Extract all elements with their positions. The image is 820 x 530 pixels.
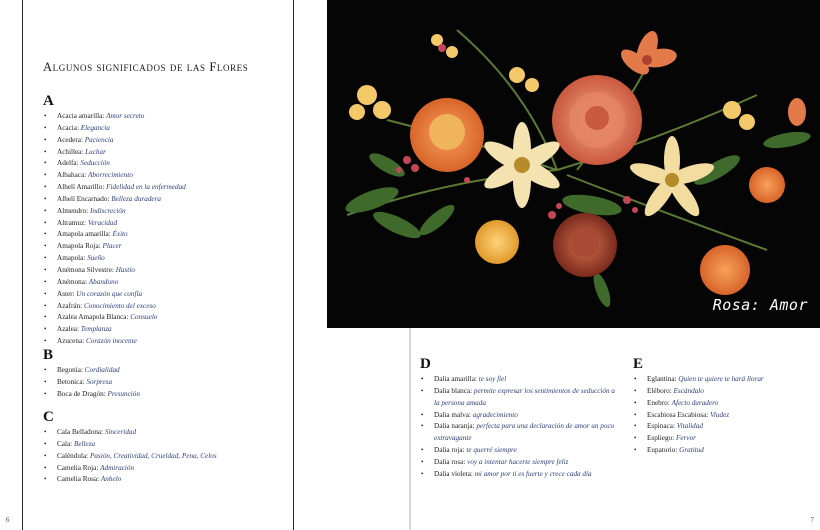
flower-name: Boca de Dragón: [57,389,106,398]
right-margin-line [293,0,294,530]
left-margin-line [22,0,23,530]
flower-name: Anémona: [57,277,87,286]
flower-entry [43,147,283,159]
flower-meaning: te querré siempre [466,446,517,455]
flower-meaning: Indiscreción [89,206,126,215]
flower-entry [43,324,283,336]
flower-meaning: Un corazón que confía [76,289,143,298]
flower-entry [420,386,620,410]
flower-entry [43,439,288,451]
flower-entry [43,135,283,147]
flower-name: Alhelí Encarnado: [57,194,110,203]
flower-meaning: te soy fiel [478,375,507,383]
section-d [420,356,620,481]
flower-name: Espinaca: [647,422,675,431]
flower-name: Alhelí Amarillo: [57,183,105,192]
flower-meaning: Hastío [115,265,135,274]
flower-entry [420,457,620,469]
flower-name: Dalia malva: [434,410,471,419]
flower-name: Eléboro: [647,386,672,395]
flower-meaning: Abandono [88,277,119,286]
flower-meaning: agradecimiento [472,410,518,419]
flower-entry [420,469,620,481]
flower-name: Cala: [57,439,73,448]
flower-entry [633,421,813,433]
flower-meaning: Fervor [675,434,696,443]
section-letter: B [43,347,54,363]
flower-entry [43,170,283,182]
flower-meaning: Aborrecimiento [87,171,133,180]
flower-entry [420,421,620,445]
section-a [43,93,283,348]
flower-entry [43,312,283,324]
flower-name: Albahaca: [57,171,87,180]
flower-name: Acacia: [57,123,79,132]
flower-name: Acedera: [57,135,83,144]
flower-name: Begonia: [57,366,83,374]
flower-entry [43,253,283,265]
flower-meaning: Belleza duradera [111,194,162,203]
flower-entry [43,158,283,170]
flower-name: Azafrán: [57,301,83,310]
flower-list [43,427,288,486]
flower-entry [43,463,288,475]
flower-list [43,365,283,401]
flower-name: Dalia blanca: [434,386,473,395]
flower-name: Anémona Silvestre: [57,265,114,274]
flower-meaning: Fidelidad en la enfermedad [106,183,186,192]
flower-meaning: Admiración [100,463,135,472]
flower-meaning: mi amor por ti es fuerte y crece cada día [474,469,592,478]
flower-entry [43,427,288,439]
flower-meaning: voy a intentar hacerte siempre feliz [467,457,569,466]
flower-meaning: Pasión, Creatividad, Crueldad, Pena, Celos [89,451,217,460]
flower-meaning: Éxito [112,230,128,239]
flower-meaning: Presunción [107,389,140,398]
flower-name: Dalia rosa: [434,457,466,466]
flower-meaning: Cordialidad [84,366,120,374]
flower-meaning: Luchar [85,147,106,156]
flower-meaning: Afecto duradero [671,398,719,407]
flower-name: Caléndula: [57,451,89,460]
flower-meaning: Paciencia [84,135,114,144]
flower-name: Adelfa: [57,159,79,168]
flower-meaning: Conocimiento del exceso [83,301,156,310]
flower-meaning: Sueño [87,254,105,263]
flower-meaning: Corazón inocente [85,337,137,346]
flower-entry [43,123,283,135]
section-letter: D [420,356,431,372]
flower-photo [327,0,820,328]
flower-meaning: Belleza [73,439,96,448]
flower-meaning: permite expresar los sentimientos de seducción a la persona amada [434,386,615,407]
flower-name: Camelia Rosa: [57,475,100,484]
flower-name: Azalea: [57,325,79,334]
flower-meaning: Anhelo [100,475,122,484]
flower-name: Escabiosa Escabiosa: [647,410,709,419]
flower-entry [43,377,283,389]
flower-entry [43,389,283,401]
flower-entry [633,445,813,457]
flower-entry [43,301,283,313]
flower-entry [420,410,620,422]
flower-meaning: Templanza [80,325,112,334]
flower-meaning: Elegancia [80,123,110,132]
flower-meaning: Gratitud [679,446,704,455]
section-letter: C [43,409,54,425]
page-title: Algunos significados de las Flores [43,60,249,74]
page-number-left: 6 [6,516,10,524]
flower-name: Eglantina: [647,375,677,383]
section-e [633,356,813,457]
flower-meaning: Escándalo [673,386,704,395]
flower-entry [633,410,813,422]
flower-entry [43,277,283,289]
flower-entry [43,218,283,230]
flower-name: Altramuz: [57,218,87,227]
flower-entry [43,474,288,486]
flower-meaning: Amor secreto [106,112,145,120]
flower-entry [43,111,283,123]
flower-name: Camelia Roja: [57,463,99,472]
flower-entry [633,374,813,386]
photo-caption: Rosa: Amor [712,296,808,314]
flower-name: Aster: [57,289,75,298]
section-letter: E [633,356,644,372]
flower-name: Dalia roja: [434,446,465,455]
flower-name: Achillea: [57,147,84,156]
flower-meaning: Veracidad [87,218,118,227]
flower-entry [420,374,620,386]
flower-entry [43,194,283,206]
flower-name: Eupatorio: [647,446,678,455]
flower-meaning: Viudez [710,410,730,419]
flower-name: Amapola Roja: [57,242,101,251]
flower-list [420,374,620,481]
flower-meaning: Consuelo [130,313,158,322]
flower-entry [43,229,283,241]
flower-bouquet-illustration [327,0,820,328]
page-number-right: 7 [810,516,814,524]
flower-entry [43,289,283,301]
flower-name: Dalia naranja: [434,422,475,431]
section-letter: A [43,93,54,109]
flower-list [43,111,283,348]
flower-entry [420,445,620,457]
flower-meaning: Sinceridad [104,428,137,436]
flower-name: Cala Belladona: [57,428,104,436]
flower-entry [43,265,283,277]
flower-entry [633,398,813,410]
flower-name: Azalea Amapola Blanca: [57,313,129,322]
flower-name: Dalia amarilla: [434,375,477,383]
flower-list [633,374,813,457]
flower-name: Azucena: [57,337,85,346]
flower-entry [43,182,283,194]
flower-name: Espliego: [647,434,675,443]
flower-entry [43,365,283,377]
section-c [43,409,288,486]
flower-meaning: Sorpresa [86,377,113,386]
flower-entry [633,433,813,445]
section-b [43,347,283,401]
flower-meaning: Seducción [80,159,110,168]
flower-name: Enebro: [647,398,670,407]
flower-entry [43,206,283,218]
flower-meaning: Placer [102,242,122,251]
flower-name: Acacia amarilla: [57,112,105,120]
flower-name: Amapola amarilla: [57,230,111,239]
flower-entry [633,386,813,398]
flower-name: Almendro: [57,206,89,215]
flower-entry [43,451,288,463]
flower-meaning: Quien te quiere te hará llorar [678,375,764,383]
flower-entry [43,241,283,253]
flower-name: Amapola: [57,254,86,263]
flower-meaning: Vitalidad [676,422,703,431]
flower-meaning: perfecta para una declaración de amor un poco extravagante [434,422,615,443]
flower-name: Betonica: [57,377,85,386]
flower-name: Dalia violeta: [434,469,473,478]
